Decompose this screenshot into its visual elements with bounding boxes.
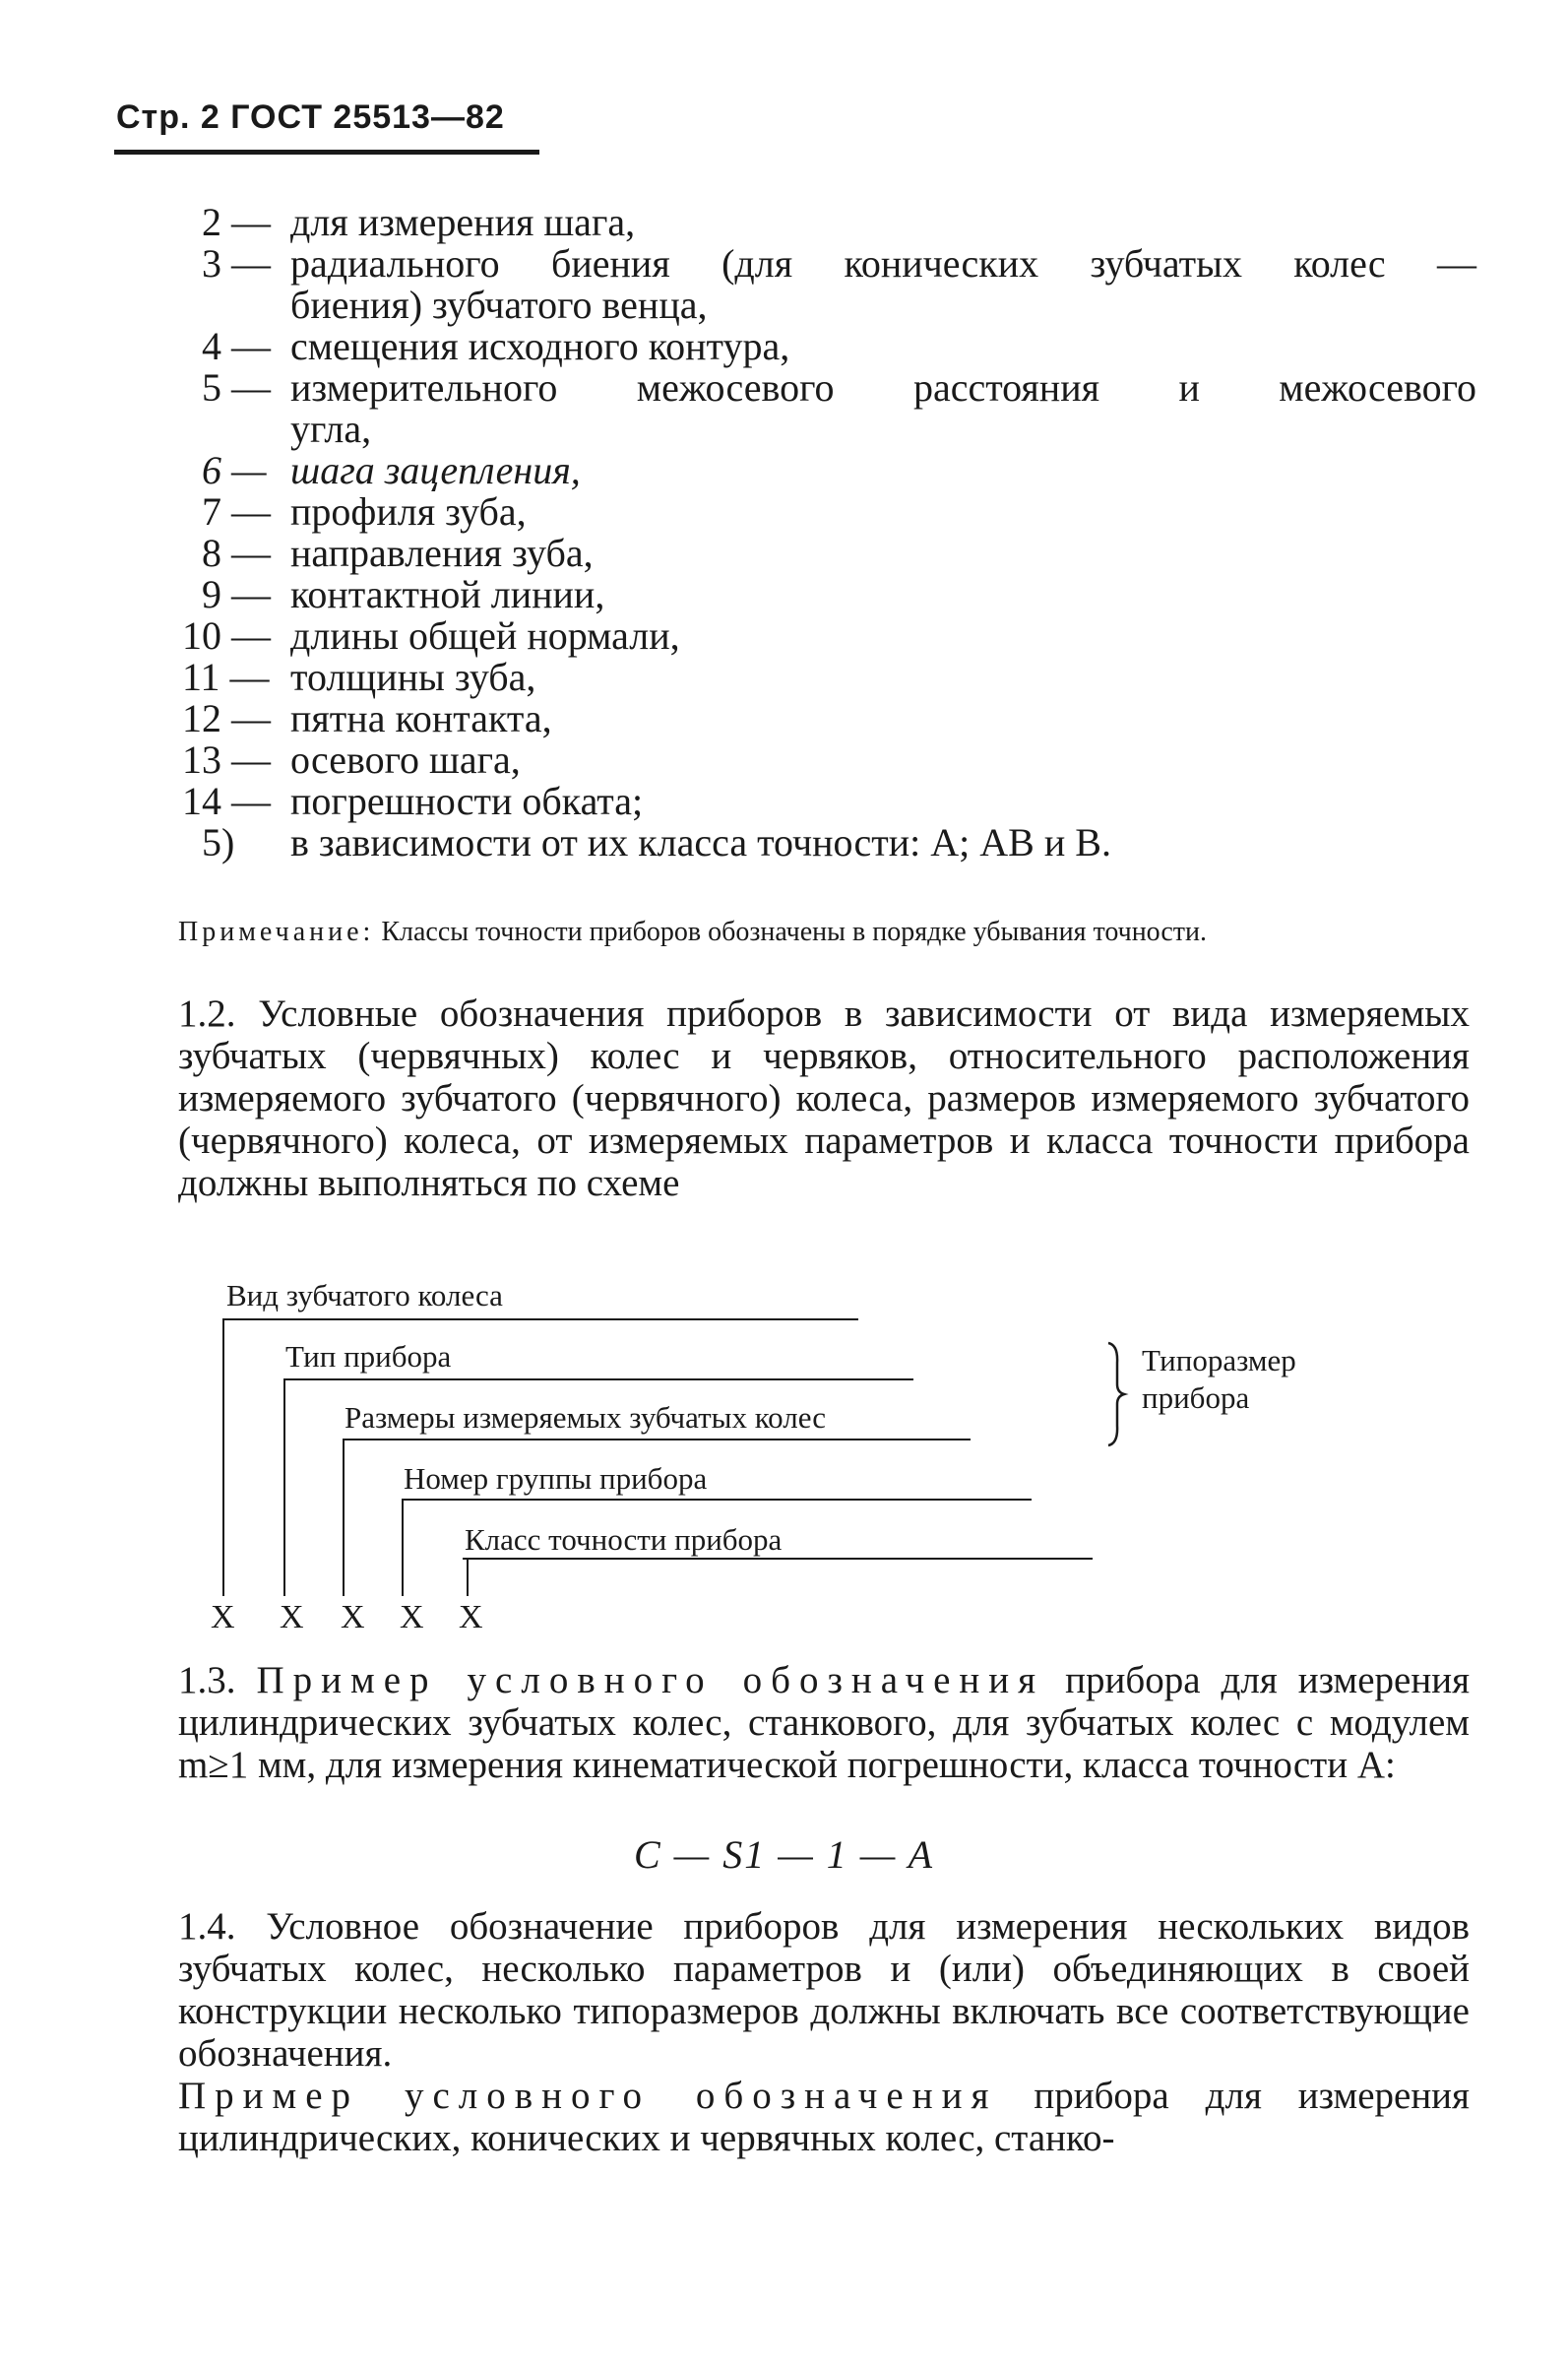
list-item-text: погрешности обката; bbox=[290, 779, 644, 823]
list-item-number: 3 — bbox=[202, 241, 271, 286]
scheme-brace-label-line2: прибора bbox=[1142, 1380, 1250, 1415]
list-item-text: контактной линии, bbox=[290, 572, 605, 616]
list-item bbox=[197, 243, 1476, 285]
scheme-x-mark: X bbox=[280, 1599, 304, 1635]
list-item bbox=[197, 450, 1476, 491]
designation-formula: C — S1 — 1 — A bbox=[633, 1832, 935, 1877]
list-item bbox=[182, 779, 1476, 823]
list-item bbox=[197, 822, 1476, 864]
scheme-hline bbox=[343, 1439, 971, 1440]
list-item-text: измерительного межосевого расстояния и межосевого bbox=[290, 365, 1476, 410]
header-rule bbox=[114, 150, 539, 155]
list-item-continuation: биения) зубчатого венца, bbox=[290, 283, 708, 327]
measurement-list bbox=[182, 200, 1476, 864]
list-item bbox=[197, 533, 1476, 574]
paragraph-1-3-spaced: Пример условного обозначения bbox=[256, 1659, 1045, 1701]
list-item-number: 14 — bbox=[182, 779, 271, 823]
list-item-text: профиля зуба, bbox=[290, 489, 527, 534]
scheme-vline bbox=[222, 1318, 224, 1596]
scheme-label-device-type: Тип прибора bbox=[285, 1339, 452, 1374]
list-item-number: 11 — bbox=[182, 655, 270, 699]
list-item-number: 5 — bbox=[202, 365, 271, 410]
scheme-x-mark: X bbox=[400, 1599, 424, 1635]
scheme-brace-label-line1: Типоразмер bbox=[1142, 1343, 1296, 1377]
scheme-label-sizes: Размеры измеряемых зубчатых колес bbox=[345, 1400, 827, 1435]
note-label: Примечание: bbox=[178, 917, 375, 947]
paragraph-1-2-text: 1.2. Условные обозначения приборов в зависимости от вида измеряемых зубчатых (червячных) колес и червяков, относительного расположения измеряемого зубчатого (червячного) колеса, размеров измеряемого зубчатого (червячного) колеса, от измеряемых параметров и класса точности прибора должны выполняться по схеме bbox=[178, 992, 1470, 1204]
paragraph-1-3 bbox=[178, 1659, 1470, 1786]
scheme-vline bbox=[343, 1439, 345, 1596]
list-item bbox=[182, 737, 1476, 782]
note-text: Классы точности приборов обозначены в порядке убывания точности. bbox=[381, 917, 1208, 947]
list-item-number: 7 — bbox=[202, 489, 271, 534]
paragraph-example bbox=[178, 2075, 1470, 2159]
list-item bbox=[197, 202, 1476, 243]
scheme-hline bbox=[402, 1499, 1032, 1501]
list-item bbox=[197, 367, 1476, 409]
paragraph-1-2 bbox=[178, 992, 1470, 1204]
paragraph-example-spaced: Пример условного обозначения bbox=[178, 2075, 998, 2117]
list-item bbox=[182, 655, 1476, 699]
scheme-vline bbox=[402, 1499, 404, 1596]
list-item-number: 4 — bbox=[202, 324, 271, 368]
list-item-text: осевого шага, bbox=[290, 737, 521, 782]
scheme-hline bbox=[463, 1558, 1093, 1560]
list-item bbox=[182, 613, 1476, 658]
list-item-text: шага зацепления, bbox=[290, 448, 581, 492]
list-item bbox=[182, 696, 1476, 740]
list-item-continuation: угла, bbox=[290, 407, 372, 451]
note bbox=[178, 916, 1468, 949]
list-item-number: 6 — bbox=[202, 448, 267, 492]
scheme-x-mark: X bbox=[211, 1599, 235, 1635]
page-header: Стр. 2 ГОСТ 25513—82 bbox=[116, 98, 505, 136]
list-item bbox=[197, 326, 1476, 367]
scheme-hline bbox=[283, 1378, 913, 1380]
list-item-number: 2 — bbox=[202, 200, 271, 244]
paragraph-example-text: прибора для измерения цилиндрических, конических и червячных колес, станко- bbox=[178, 2075, 1470, 2159]
scheme-hline bbox=[222, 1318, 858, 1320]
list-item-text: пятна контакта, bbox=[290, 696, 552, 740]
scheme-vline bbox=[283, 1378, 285, 1596]
list-item-text: для измерения шага, bbox=[290, 200, 636, 244]
list-item-number: 8 — bbox=[202, 531, 271, 575]
scheme-label-group-number: Номер группы прибора bbox=[404, 1461, 708, 1496]
paragraph-1-3-number: 1.3. bbox=[178, 1659, 236, 1701]
scheme-x-mark: X bbox=[341, 1599, 365, 1635]
list-item-number: 13 — bbox=[182, 737, 271, 782]
list-item-number: 12 — bbox=[182, 696, 271, 740]
list-item-text: длины общей нормали, bbox=[290, 613, 680, 658]
list-item-number: 10 — bbox=[182, 613, 271, 658]
list-item-text: смещения исходного контура, bbox=[290, 324, 790, 368]
list-item bbox=[197, 574, 1476, 615]
scheme-vline bbox=[467, 1558, 469, 1596]
paragraph-1-4 bbox=[178, 1905, 1470, 2075]
list-item-text: направления зуба, bbox=[290, 531, 594, 575]
scheme-label-gear-type: Вид зубчатого колеса bbox=[226, 1278, 503, 1312]
scheme-label-accuracy-class: Класс точности прибора bbox=[465, 1522, 783, 1557]
list-item-text: в зависимости от их класса точности: А; АВ и В. bbox=[290, 820, 1111, 864]
list-item-number: 5) bbox=[202, 820, 235, 864]
paragraph-1-4-text: 1.4. Условное обозначение приборов для измерения нескольких видов зубчатых колес, несколько параметров и (или) объединяющих в своей конструкции несколько типоразмеров должны включать все соответствующие обозначения. bbox=[178, 1905, 1470, 2075]
paragraph-1-3-text: прибора для измерения цилиндрических зубчатых колес, станкового, для зубчатых колес с модулем m≥1 мм, для измерения кинематической погрешности, класса точности А: bbox=[178, 1659, 1471, 1786]
list-item bbox=[197, 491, 1476, 533]
list-item-text: толщины зуба, bbox=[290, 655, 536, 699]
list-item-number: 9 — bbox=[202, 572, 271, 616]
list-item-text: радиального биения (для конических зубчатых колес — bbox=[290, 241, 1476, 286]
curly-brace-icon bbox=[1102, 1341, 1132, 1447]
scheme-x-mark: X bbox=[459, 1599, 483, 1635]
